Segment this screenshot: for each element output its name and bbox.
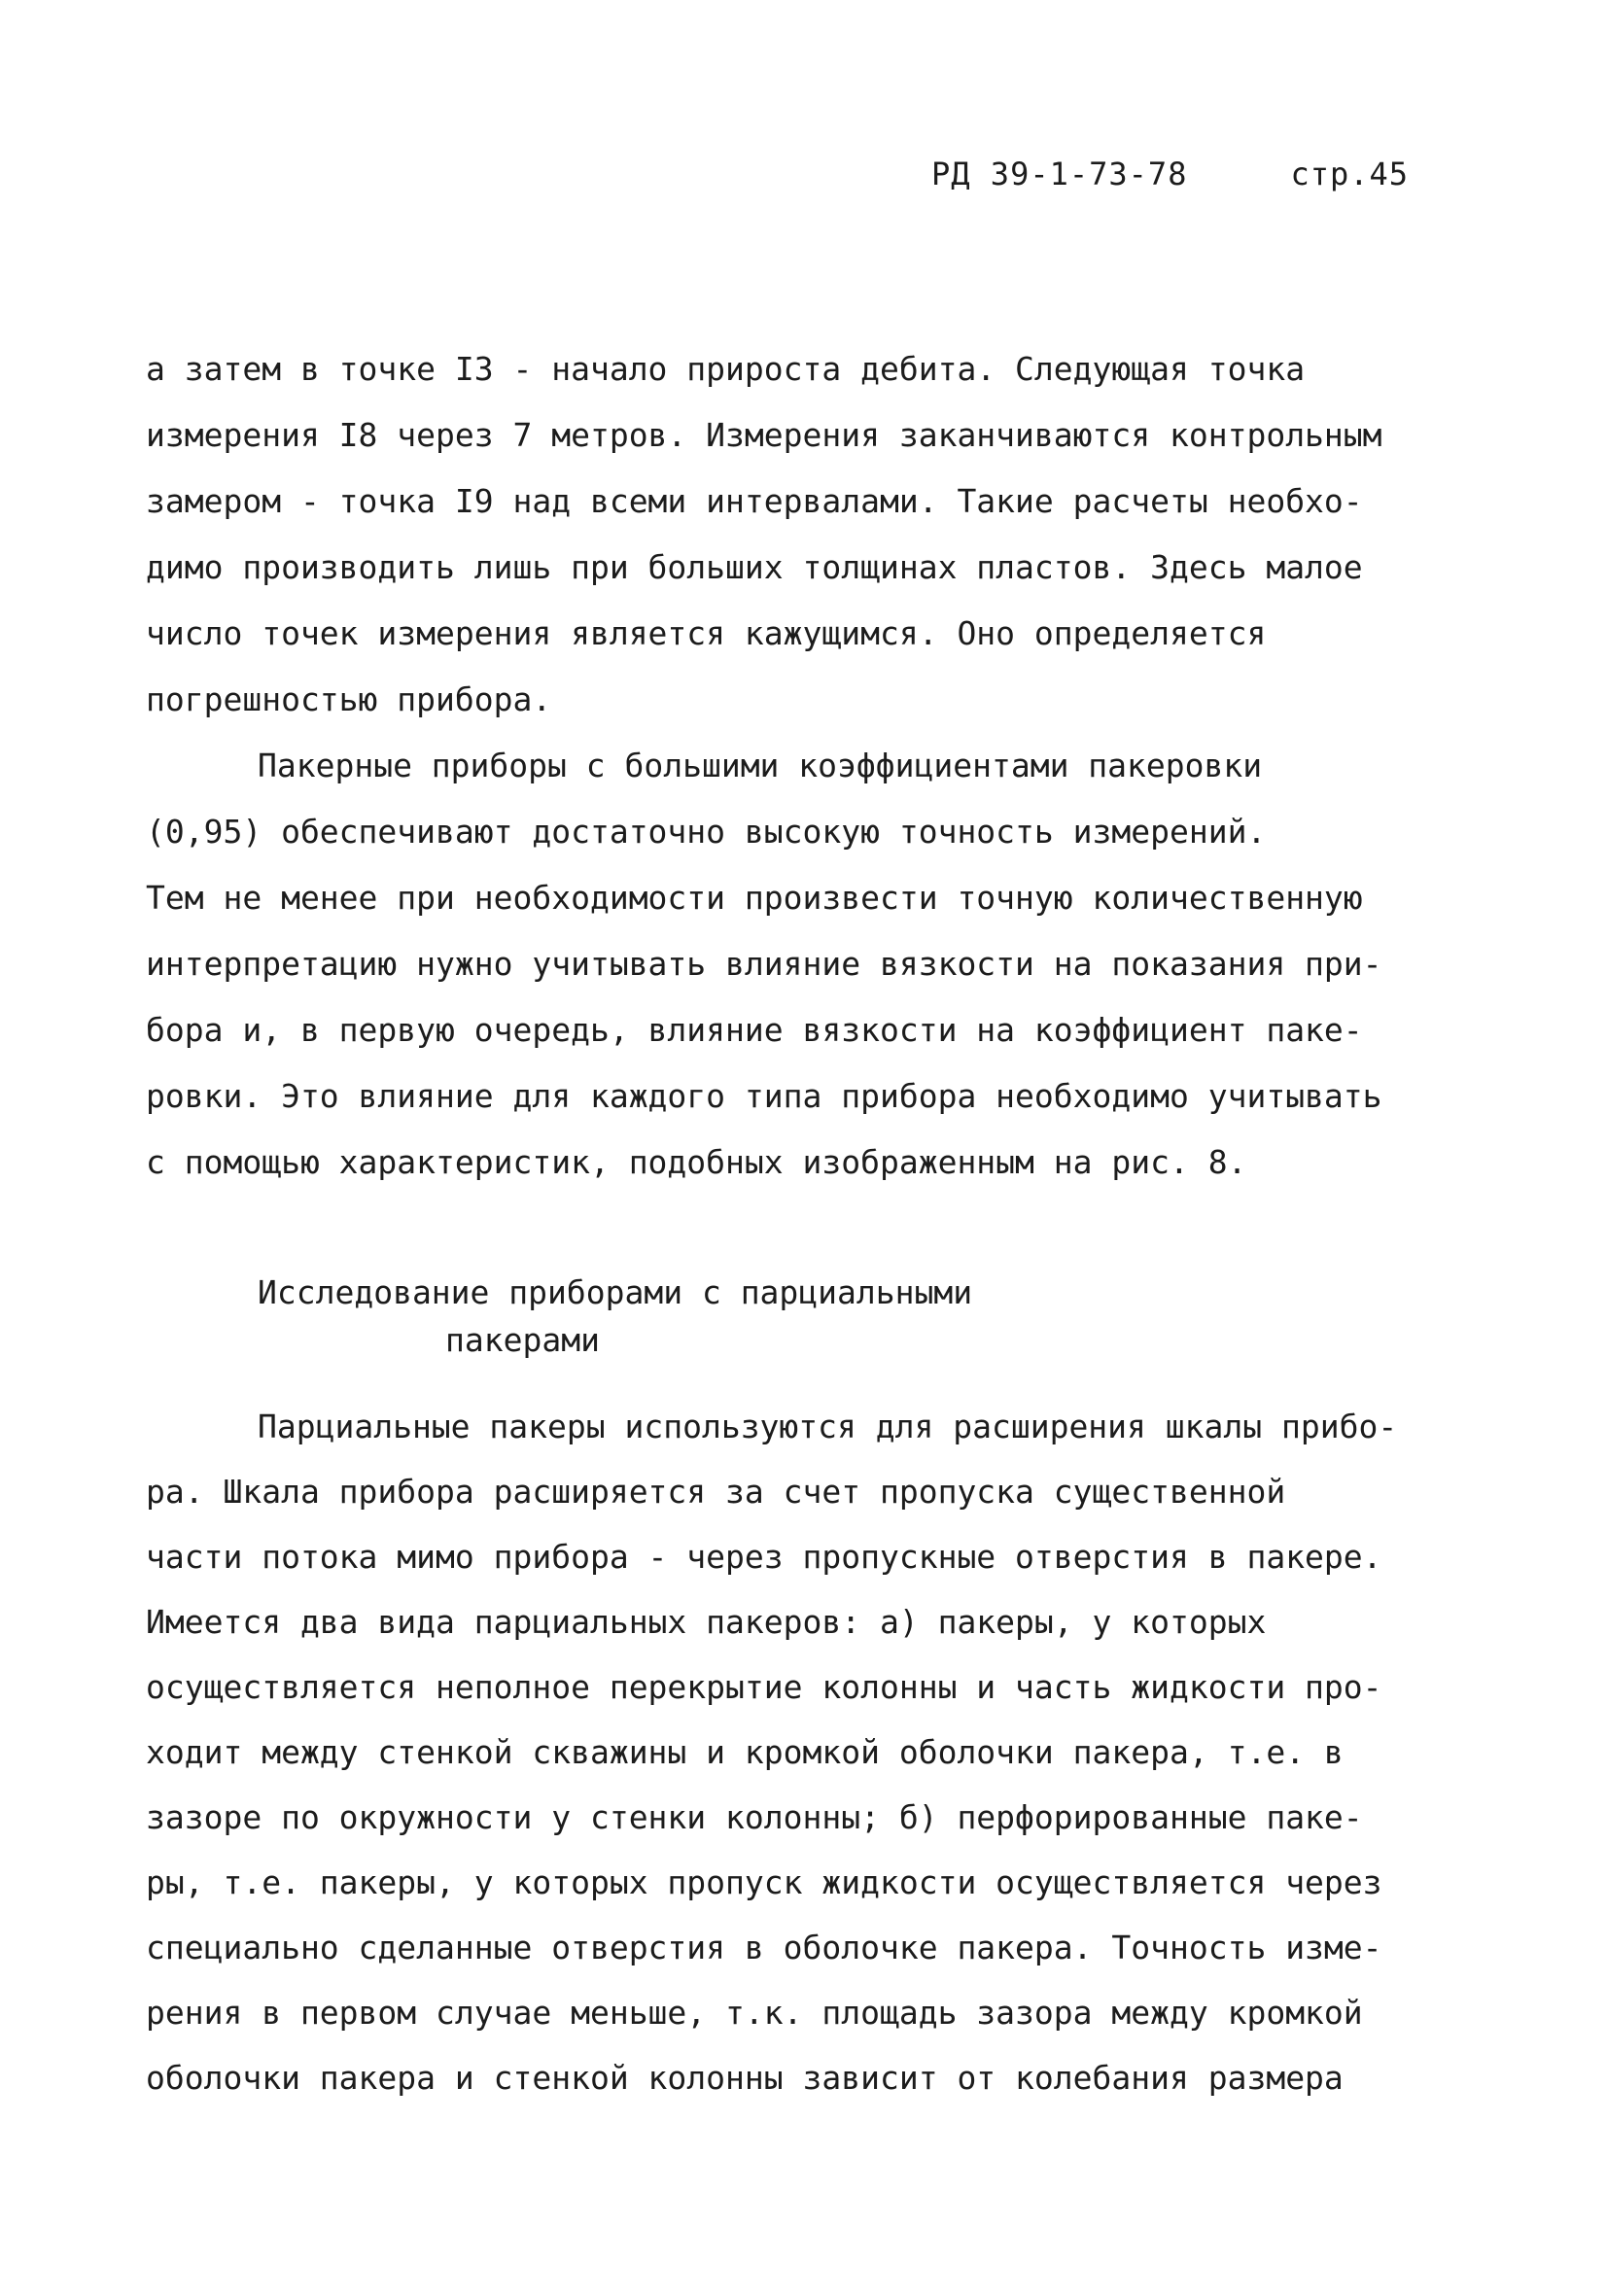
text-line: рения в первом случае меньше, т.к. площадь зазора между кромкой	[146, 1994, 1363, 2032]
text-line: с помощью характеристик, подобных изображенным на рис. 8.	[146, 1143, 1247, 1181]
doc-number: РД 39-1-73-78	[931, 156, 1188, 192]
text-line: измерения I8 через 7 метров. Измерения заканчиваются контрольным	[146, 416, 1382, 454]
text-line: части потока мимо прибора - через пропускные отверстия в пакере.	[146, 1538, 1382, 1576]
text-line: ровки. Это влияние для каждого типа прибора необходимо учитывать	[146, 1077, 1382, 1115]
text-line: Пакерные приборы с большими коэффициентами пакеровки	[258, 747, 1263, 784]
text-line: бора и, в первую очередь, влияние вязкости на коэффициент паке-	[146, 1011, 1363, 1049]
section-heading-line2: пакерами	[445, 1321, 600, 1359]
text-line: (0,95) обеспечивают достаточно высокую точность измерений.	[146, 813, 1267, 851]
text-line: зазоре по окружности у стенки колонны; б) перфорированные паке-	[146, 1798, 1363, 1836]
text-line: интерпретацию нужно учитывать влияние вязкости на показания при-	[146, 945, 1382, 983]
text-line: димо производить лишь при больших толщинах пластов. Здесь малое	[146, 548, 1363, 586]
text-line: оболочки пакера и стенкой колонны зависит от колебания размера	[146, 2059, 1344, 2097]
section-heading-line1: Исследование приборами с парциальными	[258, 1273, 973, 1311]
text-line: а затем в точке I3 - начало прироста дебита. Следующая точка	[146, 350, 1306, 388]
text-line: погрешностью прибора.	[146, 680, 552, 718]
text-line: Тем не менее при необходимости произвести точную количественную	[146, 879, 1363, 917]
text-line: осуществляется неполное перекрытие колонны и часть жидкости про-	[146, 1668, 1382, 1706]
text-line: ры, т.е. пакеры, у которых пропуск жидкости осуществляется через	[146, 1863, 1382, 1901]
text-line: ходит между стенкой скважины и кромкой оболочки пакера, т.е. в	[146, 1733, 1344, 1771]
text-line: число точек измерения является кажущимся. Оно определяется	[146, 614, 1267, 652]
text-line: ра. Шкала прибора расширяется за счет пропуска существенной	[146, 1473, 1286, 1511]
page-header	[931, 156, 1409, 192]
text-line: Имеется два вида парциальных пакеров: а) пакеры, у которых	[146, 1603, 1267, 1641]
text-line: замером - точка I9 над всеми интервалами. Такие расчеты необхо-	[146, 482, 1363, 520]
text-line: специально сделанные отверстия в оболочке пакера. Точность изме-	[146, 1929, 1382, 1966]
page-number: стр.45	[1290, 156, 1410, 192]
text-line: Парциальные пакеры используются для расширения шкалы прибо-	[258, 1408, 1398, 1445]
